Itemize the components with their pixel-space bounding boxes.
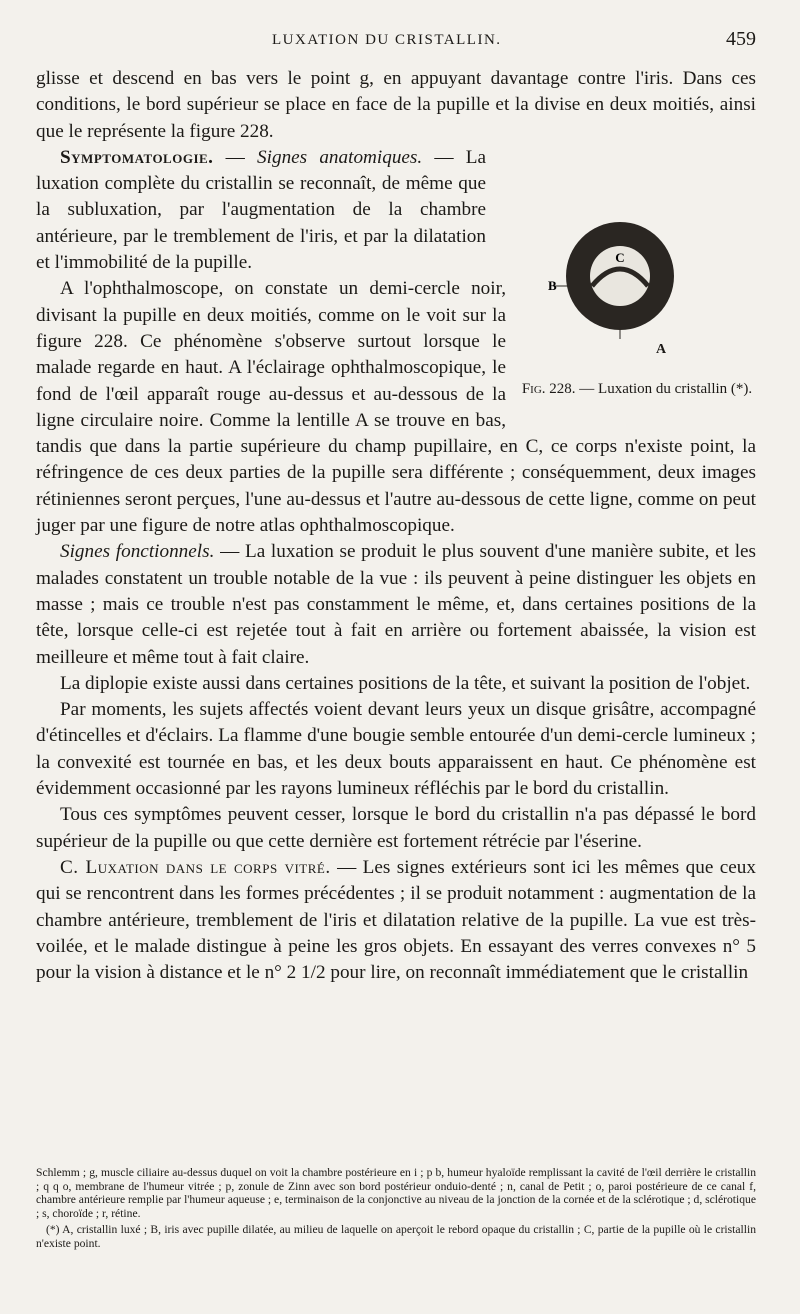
- paragraph-symptomes: Tous ces symptômes peuvent cesser, lorsque le bord du cristallin n'a pas dépassé le bord supérieur de la pupille ou que cette dernière est fortement rétrécie par l'éserine.: [36, 804, 756, 852]
- label-a: A: [656, 342, 667, 357]
- figure-caption: [518, 380, 756, 399]
- footnotes: [36, 1166, 756, 1251]
- label-b: B: [548, 278, 557, 293]
- section-heading: Symptomatologie.: [60, 146, 214, 168]
- subheading-fonctionnels: Signes fonctionnels.: [60, 541, 215, 563]
- page-number: 459: [726, 28, 756, 50]
- paragraph-continued: glisse et descend en bas vers le point g, en appuyant davantage contre l'iris. Dans ces conditions, le bord supérieur se place en face de la pupille et la divise en deux moitiés, ainsi que le représente la figure 228.: [36, 68, 756, 142]
- figure-number: Fig. 228.: [521, 381, 576, 397]
- paragraph-diplopie: La diplopie existe aussi dans certaines positions de la tête, et suivant la position de l'objet.: [60, 672, 751, 694]
- eye-diagram: [548, 214, 678, 344]
- paragraph-ophthalmoscope: A l'ophthalmoscope, on constate un demi-cercle noir, divisant la pupille en deux moitiés, comme on le voit sur la figure 228. Ce phénomène s'observe surtout lorsque le malade regarde en haut. A l'éclairage ophthalmoscopique, le fond de l'œil apparaît rouge au-dessus et au-dessous de la ligne circulaire noire. Comme la lentille A se trouve en bas, tandis que dans la partie supérieure du champ pupillaire, en C, ce corps n'existe point, la réfringence de ces deux parties de la pupille sera différente ; conséquemment, deux images rétiniennes seront perçues, l'une au-dessus et l'autre au-dessous de cette ligne, comme on peut juger par une figure de notre atlas ophthalmoscopique.: [36, 278, 756, 537]
- body-text: [36, 66, 756, 986]
- subheading-anatomiques: Signes anatomiques.: [257, 146, 423, 168]
- paragraph-corps-vitre: C. Luxation dans le corps vitré. — Les signes extérieurs sont ici les mêmes que ceux qui se rencontrent dans les formes précédentes ; il se produit notamment : augmentation de la chambre antérieure, tremblement de l'iris et dilatation relative de la pupille. La vue est très-voilée, et le malade distingue à peine les gros objets. En essayant des verres convexes n° 5 pour la vision à distance et le n° 2 1/2 pour lire, on reconnaît immédiatement que le cristallin: [36, 856, 756, 984]
- paragraph-moments: Par moments, les sujets affectés voient devant leurs yeux un disque grisâtre, accompagné d'étincelles et d'éclairs. La flamme d'une bougie semble entourée d'un demi-cercle lumineux ; la convexité est tournée en bas, et les deux bouts apparaissent en haut. Ce phénomène est évidemment occasionné par les rayons lumineux réfléchis par le bord du cristallin.: [36, 699, 756, 800]
- running-header: [36, 28, 756, 56]
- paragraph-symptomatologie: Symptomatologie. — Signes anatomiques. — La luxation complète du cristallin se reconnaît, de même que la subluxation, par l'augmentation de la chambre antérieure, par le tremblement de l'iris, et par la dilatation et l'immobilité de la pupille.: [36, 146, 486, 274]
- figure-228: [518, 214, 756, 414]
- running-title: LUXATION DU CRISTALLIN.: [272, 32, 502, 48]
- figure-caption-text: — Luxation du cristallin (*).: [575, 381, 753, 397]
- paragraph-signes-fonctionnels: Signes fonctionnels. — La luxation se produit le plus souvent d'une manière subite, et les malades constatent un trouble notable de la vue : ils peuvent à peine distinguer les objets en masse ; mais ce trouble n'est pas constamment le même, et, dans certaines positions de la tête, lorsque celle-ci est rejetée tout à fait en arrière ou fortement abaissée, la vision est meilleure et même tout à fait claire.: [36, 541, 757, 668]
- footnote-continued: Schlemm ; g, muscle ciliaire au-dessus duquel on voit la chambre postérieure en i ; p b, humeur hyaloïde remplissant la cavité de l'œil derrière le cristallin ; q q o, membrane de l'humeur vitrée ; p, zonule de Zinn avec son bord postérieur onduio-denté ; n, canal de Petit ; o, paroi postérieure de ce canal f, chambre antérieure remplie par l'humeur aqueuse ; e, terminaison de la conjonctive au niveau de la jonction de la cornée et de la sclérotique ; d, sclérotique ; s, choroïde ; r, rétine.: [36, 1166, 756, 1220]
- label-c: C: [615, 250, 625, 265]
- footnote-figure: (*) A, cristallin luxé ; B, iris avec pupille dilatée, au milieu de laquelle on aperçoit le rebord opaque du cristallin ; C, partie de la pupille où le cristallin n'existe point.: [36, 1223, 756, 1250]
- book-page: [36, 26, 756, 1296]
- section-heading-c: C. Luxation dans le corps vitré.: [60, 856, 331, 878]
